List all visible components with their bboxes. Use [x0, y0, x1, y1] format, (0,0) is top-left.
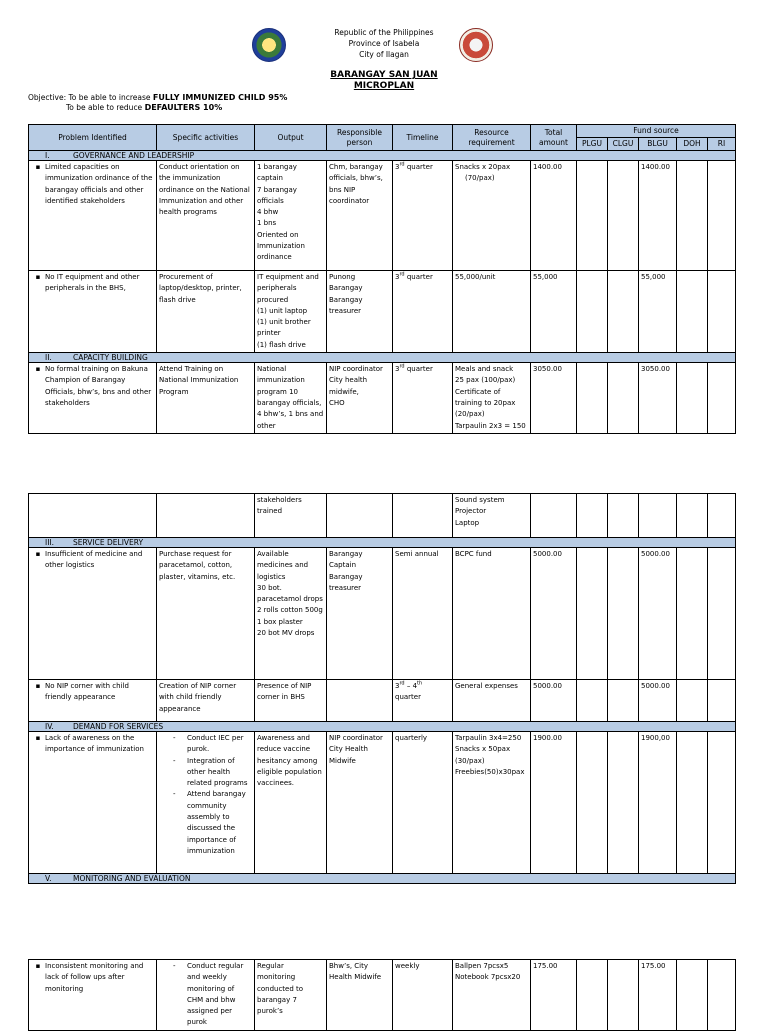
bullet-icon: ▪	[35, 273, 41, 281]
col-doh: DOH	[677, 138, 708, 151]
output-line: 1 bns	[257, 219, 277, 228]
output-line: IT equipment and peripherals procured	[257, 273, 319, 304]
table-row-continued	[29, 494, 736, 538]
activity-item: Conduct IEC per purok.	[187, 734, 244, 754]
total-amount: 5000.00	[531, 680, 577, 722]
output-line: 4 bhw	[257, 208, 279, 217]
dash-bullet-icon: -	[173, 790, 176, 799]
total-amount: 1900.00	[531, 732, 577, 874]
activity-item: Attend barangay community assembly to discussed the importance of immunization	[187, 790, 246, 855]
blgu-amount: 3050.00	[639, 363, 677, 434]
output-line: 30 bot. paracetamol drops	[257, 583, 323, 604]
col-responsible: Responsible person	[327, 125, 393, 151]
output-cell	[255, 548, 327, 680]
resource-line: Snacks x 50pax (30/pax)	[455, 745, 511, 765]
bullet-icon: ▪	[35, 682, 41, 690]
letterhead	[0, 27, 768, 60]
timeline-number: 3	[395, 365, 400, 374]
resource-line: Ballpen 7pcsx5	[455, 962, 509, 970]
section-title: CAPACITY BUILDING	[73, 353, 148, 363]
responsible-line: Barangay treasurer	[329, 572, 363, 592]
table-row	[29, 363, 736, 434]
output-line: 1 barangay captain	[257, 163, 297, 183]
section-number: III.	[45, 538, 55, 547]
section-title: MONITORING AND EVALUATION	[73, 874, 191, 883]
responsible-cell	[327, 732, 393, 874]
objective-target-defaulters: DEFAULTERS 10%	[144, 103, 223, 112]
resource-line: Notebook 7pcsx20	[455, 973, 521, 982]
timeline-cell	[393, 271, 453, 353]
table-row	[29, 680, 736, 722]
problem-text: Insufficient of medicine and other logistics	[45, 550, 143, 570]
col-clgu: CLGU	[608, 138, 639, 151]
col-resource: Resource requirement	[453, 125, 531, 151]
timeline-number: 3	[395, 273, 400, 281]
resource-cell	[453, 732, 531, 874]
problem-text: No formal training on Bakuna Champion of Barangay Officials, bhw’s, bns and other stakeholders	[45, 365, 152, 407]
timeline-number: – 4	[404, 682, 418, 690]
objectives	[28, 93, 287, 113]
problem-text: Inconsistent monitoring and lack of follow ups after monitoring	[45, 962, 144, 993]
section-number: I.	[45, 151, 50, 160]
timeline-ordinal: rd	[399, 680, 405, 687]
blgu-amount: 5000.00	[639, 680, 677, 722]
resource-cell	[453, 494, 531, 538]
table-row	[29, 161, 736, 271]
table-row	[29, 271, 736, 353]
col-problem: Problem Identified	[29, 125, 157, 151]
activity-text: Procurement of laptop/desktop, printer, flash drive	[157, 271, 255, 353]
resource-line: Meals and snack	[455, 365, 514, 374]
section-demand-for-services	[29, 722, 736, 732]
output-cell	[255, 271, 327, 353]
bullet-icon: ▪	[35, 734, 41, 742]
timeline-text: quarter	[404, 163, 433, 171]
output-text: stakeholders trained	[255, 494, 327, 538]
timeline-ordinal: th	[417, 680, 423, 687]
letterhead-city: City of Ilagan	[359, 50, 409, 59]
resource-text: General expenses	[453, 680, 531, 722]
col-timeline: Timeline	[393, 125, 453, 151]
plan-name: MICROPLAN	[353, 81, 415, 91]
blgu-amount: 55,000	[639, 271, 677, 353]
bullet-icon: ▪	[35, 365, 41, 374]
output-line: 2 rolls cotton 500g	[257, 606, 323, 615]
col-activities: Specific activities	[157, 125, 255, 151]
timeline-cell	[393, 363, 453, 434]
activity-item: Conduct regular and weekly monitoring of CHM and bhw assigned per purok	[187, 962, 244, 1027]
responsible-text: Bhw’s, City Health Midwife	[327, 960, 393, 1031]
section-number: IV.	[45, 722, 54, 731]
responsible-cell	[327, 363, 393, 434]
timeline-text: Semi annual	[393, 548, 453, 680]
blgu-amount: 175.00	[639, 960, 677, 1031]
resource-line: Sound system	[455, 496, 505, 504]
section-number: II.	[45, 353, 52, 363]
timeline-ordinal: rd	[399, 161, 405, 168]
letterhead-country: Republic of the Philippines	[334, 28, 434, 37]
timeline-text: quarter	[404, 365, 433, 374]
resource-line: Laptop	[455, 518, 480, 527]
activity-item: Integration of other health related programs	[187, 756, 248, 788]
microplan-table-part-1	[28, 124, 736, 434]
timeline-number: 3	[395, 682, 400, 690]
responsible-line: Barangay Captain	[329, 550, 363, 570]
responsible-line: Punong Barangay	[329, 273, 363, 293]
output-line: (1) unit brother printer	[257, 318, 311, 338]
timeline-text: weekly	[393, 960, 453, 1031]
microplan-table-part-3	[28, 959, 736, 1031]
barangay-name: BARANGAY SAN JUAN	[330, 70, 438, 80]
problem-text: No NIP corner with child friendly appearance	[45, 682, 129, 702]
bullet-icon: ▪	[35, 163, 41, 171]
responsible-line: NIP coordinator	[329, 734, 383, 742]
problem-text: Limited capacities on immunization ordinance of the barangay officials and other identified stakeholders	[45, 163, 153, 205]
activity-text: Purchase request for paracetamol, cotton, plaster, vitamins, etc.	[157, 548, 255, 680]
problem-text: Lack of awareness on the importance of immunization	[45, 734, 144, 754]
responsible-cell	[327, 271, 393, 353]
resource-line: Certificate of training to 20pax (20/pax)	[455, 387, 516, 419]
blgu-amount: 1900,00	[639, 732, 677, 874]
resource-line: (70/pax)	[465, 174, 495, 183]
document-title	[0, 70, 768, 92]
section-number: V.	[45, 874, 52, 883]
col-total: Total amount	[531, 125, 577, 151]
problem-text: No IT equipment and other peripherals in the BHS,	[45, 273, 140, 293]
table-row	[29, 732, 736, 874]
col-output: Output	[255, 125, 327, 151]
activity-cell	[157, 732, 255, 874]
total-amount: 1400.00	[531, 161, 577, 271]
responsible-text: Chm, barangay officials, bhw’s, bns NIP coordinator	[327, 161, 393, 271]
section-service-delivery	[29, 538, 736, 548]
table-row	[29, 548, 736, 680]
timeline-ordinal: rd	[399, 363, 405, 370]
responsible-cell	[327, 548, 393, 680]
resource-line: 25 pax (100/pax)	[455, 376, 516, 385]
col-fund-source: Fund source	[577, 125, 736, 138]
activity-text: Creation of NIP corner with child friendly appearance	[157, 680, 255, 722]
resource-text: 55,000/unit	[453, 271, 531, 353]
blgu-amount: 5000.00	[639, 548, 677, 680]
table-row	[29, 960, 736, 1031]
output-line: 20 bot MV drops	[257, 629, 315, 638]
timeline-text: quarterly	[393, 732, 453, 874]
letterhead-province: Province of Isabela	[348, 39, 420, 48]
output-line: (1) flash drive	[257, 340, 306, 349]
section-monitoring-evaluation	[29, 874, 736, 884]
resource-cell	[453, 161, 531, 271]
blgu-amount: 1400.00	[639, 161, 677, 271]
timeline-text: quarter	[404, 273, 433, 281]
resource-line: Tarpaulin 3x4=250	[455, 734, 522, 742]
output-text: Presence of NIP corner in BHS	[255, 680, 327, 722]
objective-target-fic: FULLY IMMUNIZED CHILD 95%	[152, 93, 288, 102]
resource-line: Projector	[455, 507, 487, 516]
resource-cell	[453, 960, 531, 1031]
activity-text: Conduct orientation on the immunization ordinance on the National Immunization and other health programs	[157, 161, 255, 271]
resource-line: Freebies(50)x30pax	[455, 767, 525, 776]
col-ri: RI	[708, 138, 736, 151]
section-governance	[29, 151, 736, 161]
microplan-table-part-2	[28, 493, 736, 884]
responsible-line: City Health Midwife	[329, 745, 368, 765]
activity-text: Attend Training on National Immunization Program	[157, 363, 255, 434]
section-title: SERVICE DELIVERY	[73, 538, 144, 547]
bullet-icon: ▪	[35, 550, 41, 558]
section-title: DEMAND FOR SERVICES	[73, 722, 164, 731]
objective-label: Objective: To be able to increase	[28, 93, 153, 102]
timeline-text: quarter	[395, 693, 421, 702]
output-line: Oriented on Immunization ordinance	[257, 230, 305, 262]
output-line: (1) unit laptop	[257, 306, 308, 315]
section-capacity-building	[29, 353, 736, 363]
responsible-line: CHO	[329, 398, 345, 407]
total-amount: 175.00	[531, 960, 577, 1031]
output-line: 1 box plaster	[257, 617, 303, 626]
output-text: National immunization program 10 barangay officials, 4 bhw’s, 1 bns and other	[255, 363, 327, 434]
dash-bullet-icon: -	[173, 734, 176, 742]
output-line: 7 barangay officials	[257, 185, 297, 205]
resource-cell	[453, 363, 531, 434]
dash-bullet-icon: -	[173, 756, 176, 765]
output-text: Regular monitoring conducted to barangay 7 purok’s	[255, 960, 327, 1031]
timeline-cell	[393, 161, 453, 271]
output-text: Awareness and reduce vaccine hesitancy among eligible population vaccinees.	[255, 732, 327, 874]
resource-line: Tarpaulin 2x3 = 150	[455, 421, 526, 430]
dash-bullet-icon: -	[173, 962, 176, 970]
total-amount: 55,000	[531, 271, 577, 353]
output-cell	[255, 161, 327, 271]
objective-label-2: To be able to reduce	[66, 103, 145, 112]
output-line: Available medicines and logistics	[257, 550, 309, 581]
resource-text: BCPC fund	[453, 548, 531, 680]
timeline-number: 3	[395, 163, 400, 171]
total-amount: 3050.00	[531, 363, 577, 434]
col-blgu: BLGU	[639, 138, 677, 151]
responsible-line: NIP coordinator	[329, 365, 383, 374]
section-title: GOVERNANCE AND LEADERSHIP	[73, 151, 195, 160]
responsible-line: City health midwife,	[329, 376, 368, 396]
timeline-ordinal: rd	[399, 271, 405, 278]
col-plgu: PLGU	[577, 138, 608, 151]
responsible-line: Barangay treasurer	[329, 295, 363, 315]
bullet-icon: ▪	[35, 962, 41, 970]
total-amount: 5000.00	[531, 548, 577, 680]
timeline-cell	[393, 680, 453, 722]
resource-line: Snacks x 20pax	[455, 163, 511, 171]
